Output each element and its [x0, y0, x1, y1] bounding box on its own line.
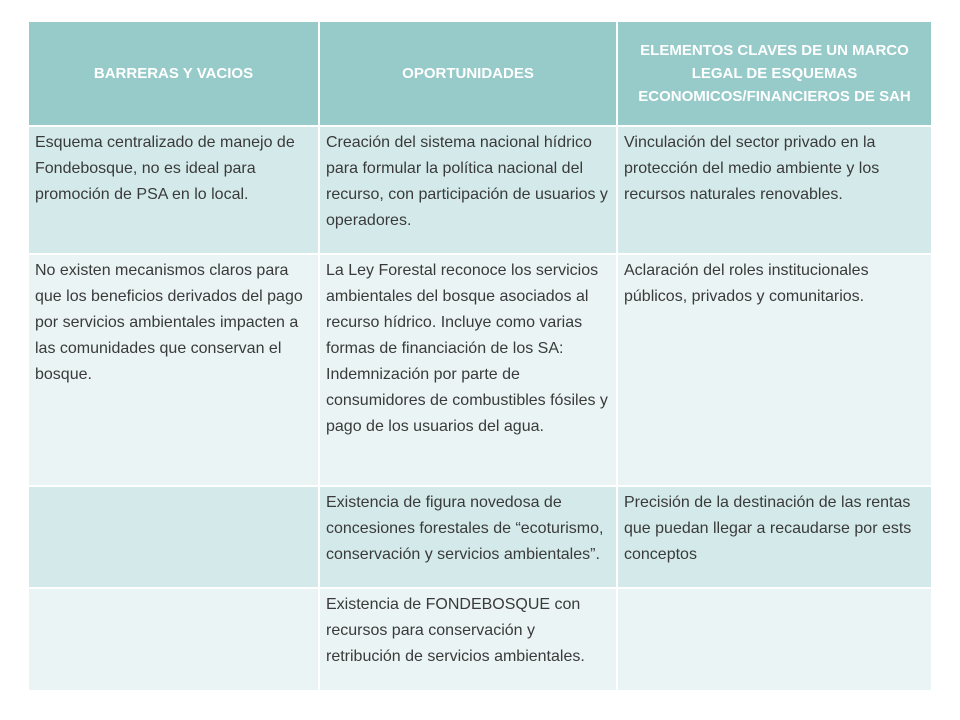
table-cell: Creación del sistema nacional hídrico para formular la política nacional del recurso, con participación de usuarios y operadores.: [319, 126, 617, 254]
header-elementos-claves: ELEMENTOS CLAVES DE UN MARCO LEGAL DE ESQUEMAS ECONOMICOS/FINANCIEROS DE SAH: [617, 22, 931, 126]
table-cell: La Ley Forestal reconoce los servicios ambientales del bosque asociados al recurso hídrico. Incluye como varias formas de financiación de los SA: Indemnización por parte de consumidores de combustibles fósiles y pago de los usuarios del agua.: [319, 254, 617, 486]
table-cell: Esquema centralizado de manejo de Fondebosque, no es ideal para promoción de PSA en lo local.: [29, 126, 319, 254]
table-cell: Existencia de FONDEBOSQUE con recursos para conservación y retribución de servicios ambientales.: [319, 588, 617, 690]
table-header-row: [29, 22, 931, 126]
table-cell: Vinculación del sector privado en la protección del medio ambiente y los recursos naturales renovables.: [617, 126, 931, 254]
header-barreras: BARRERAS Y VACIOS: [29, 22, 319, 126]
sah-framework-table: [29, 22, 931, 690]
table-cell: No existen mecanismos claros para que los beneficios derivados del pago por servicios ambientales impacten a las comunidades que conservan el bosque.: [29, 254, 319, 486]
table-row: [29, 126, 931, 254]
table-row: [29, 254, 931, 486]
table-cell: Aclaración del roles institucionales públicos, privados y comunitarios.: [617, 254, 931, 486]
table-cell: [29, 588, 319, 690]
table-cell: [29, 486, 319, 588]
table-cell: Existencia de figura novedosa de concesiones forestales de “ecoturismo, conservación y servicios ambientales”.: [319, 486, 617, 588]
table-cell: Precisión de la destinación de las rentas que puedan llegar a recaudarse por ests conceptos: [617, 486, 931, 588]
table-row: [29, 486, 931, 588]
header-oportunidades: OPORTUNIDADES: [319, 22, 617, 126]
table-row: [29, 588, 931, 690]
table-cell: [617, 588, 931, 690]
